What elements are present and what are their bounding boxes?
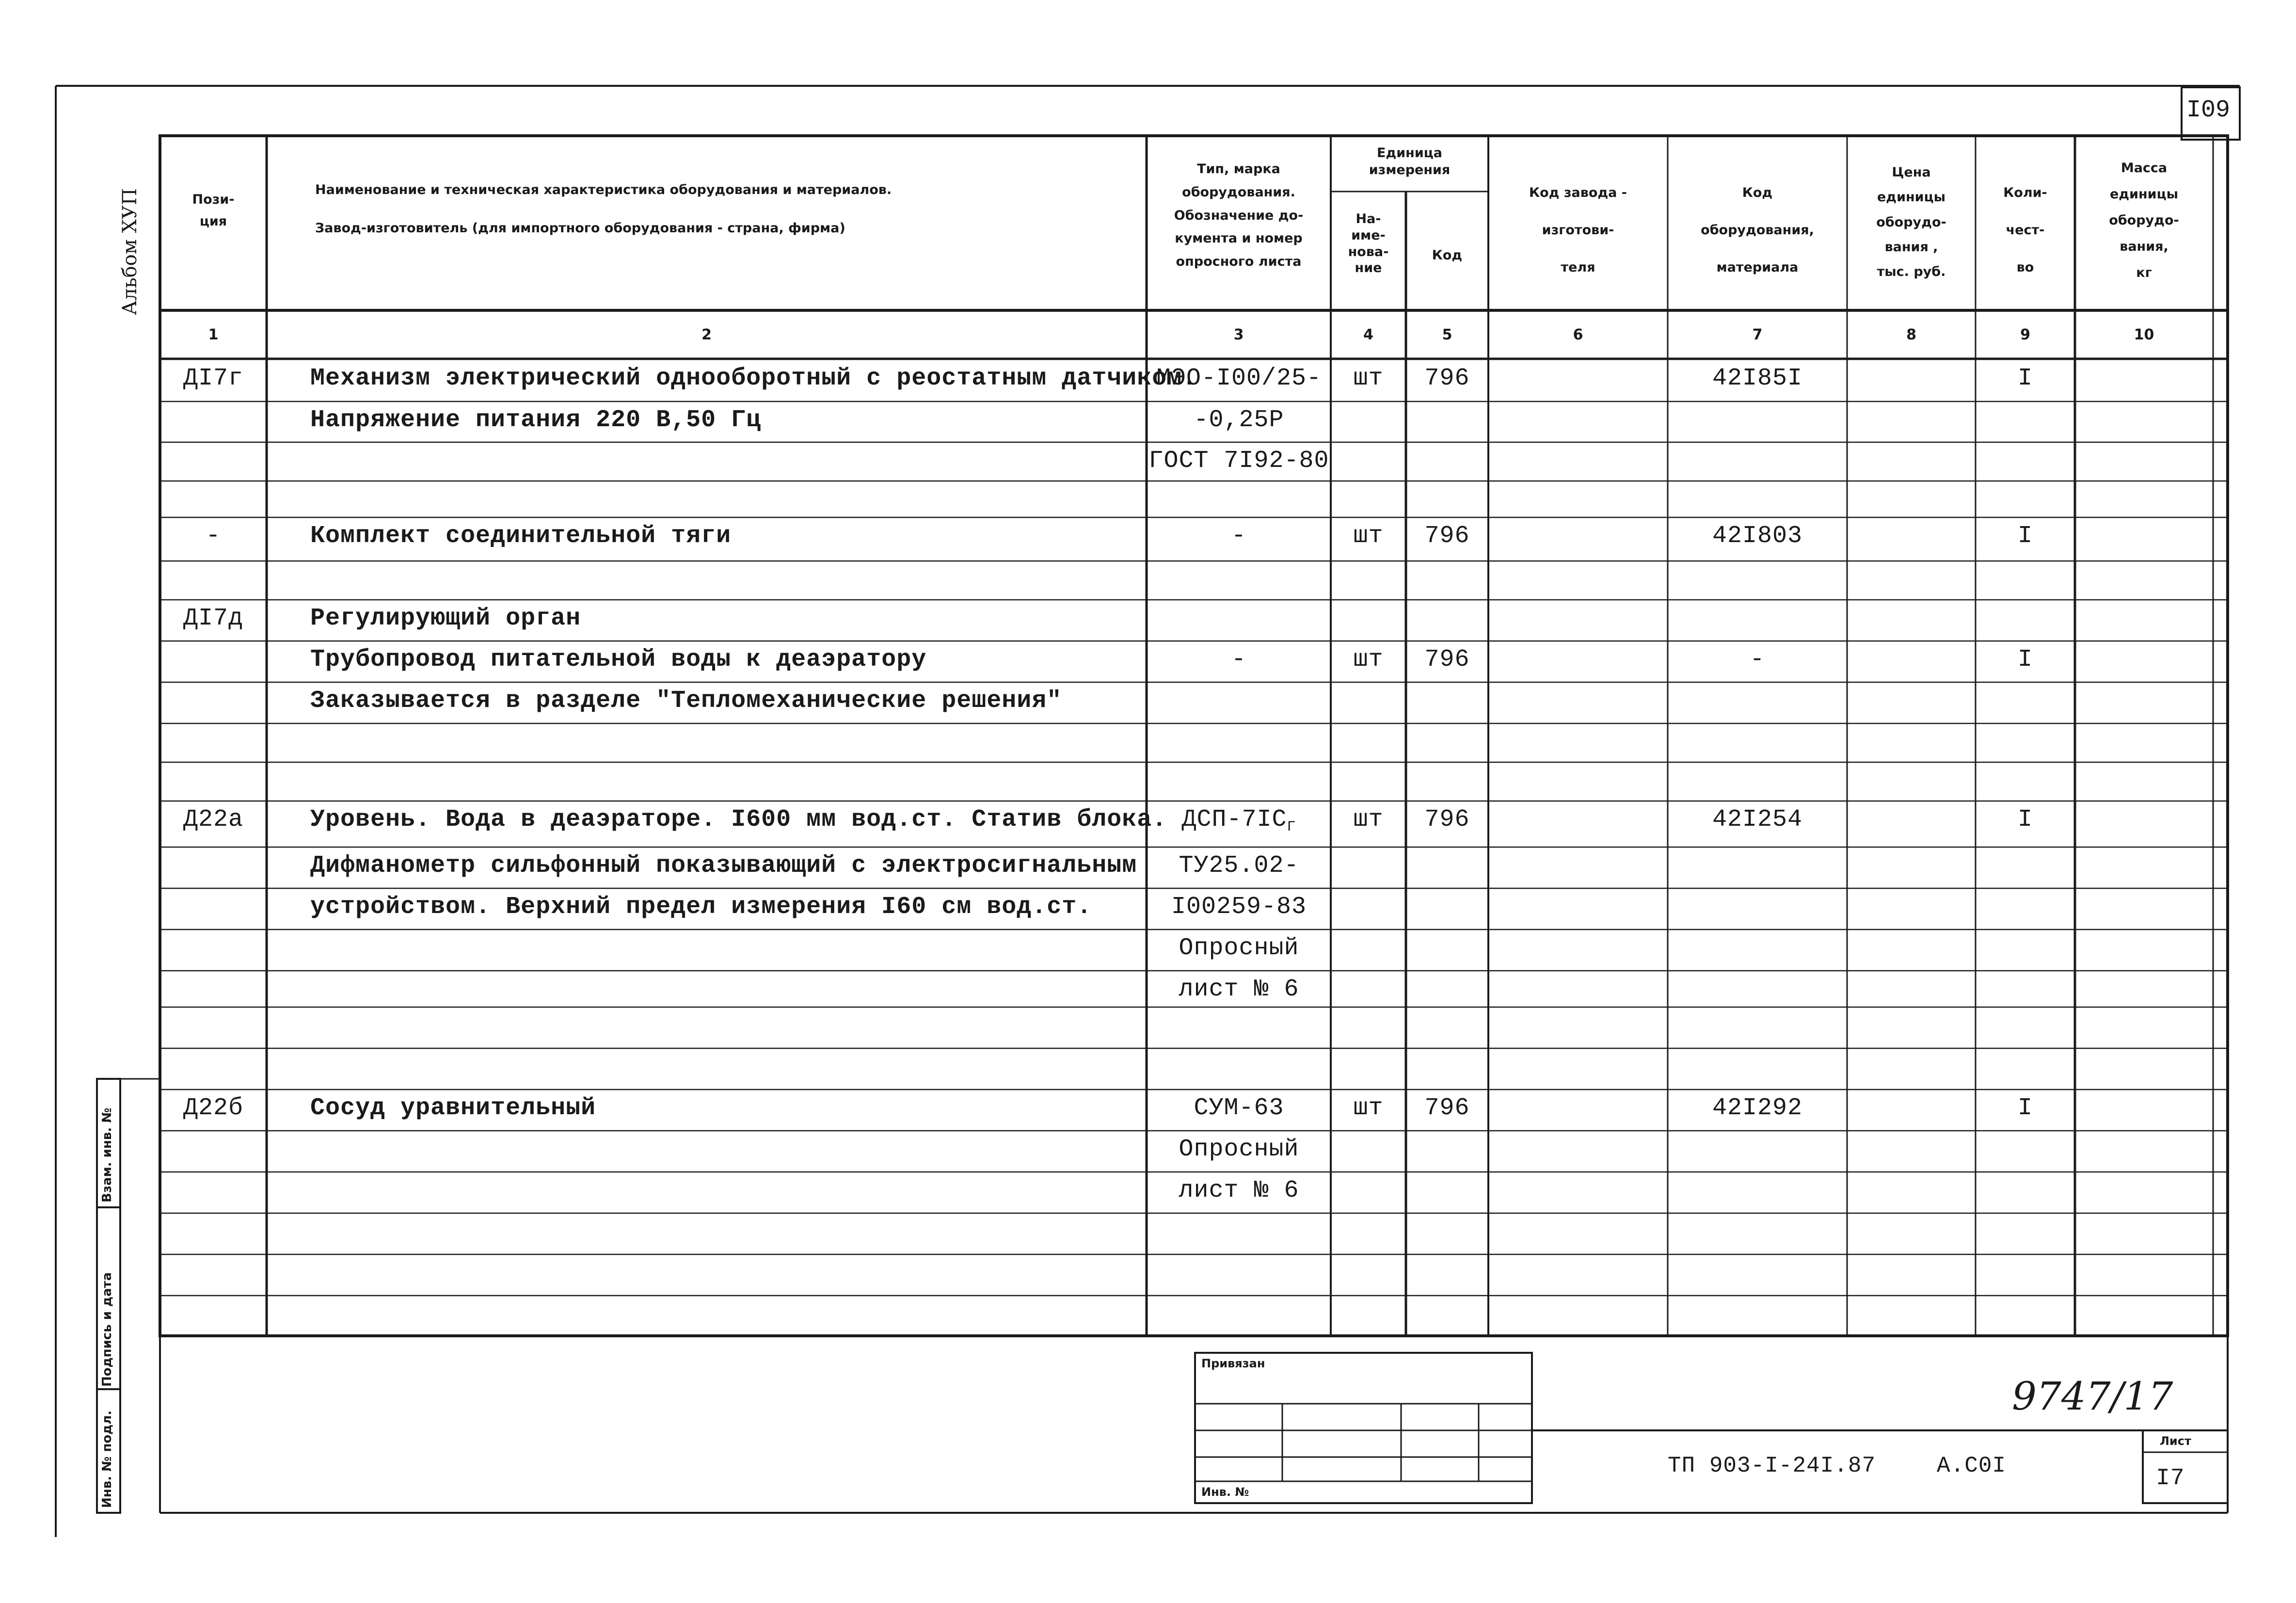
header-col2: Наименование и техническая характеристика оборудования и материалов. Завод-изготовитель (для импортного оборудования - страна, фирма) [315,182,892,236]
cell-equip-code: 42I292 [1712,1094,1803,1122]
header-col9: Коли- чест- во [2003,185,2047,275]
header-col8: Цена единицы оборудо- вания , тыс. руб. [1876,165,1946,280]
cell-type: лист № 6 [1179,1177,1299,1204]
cell-type: -0,25Р [1194,406,1284,434]
cell-qty: I [2017,522,2033,550]
cell-unit: шт [1353,1094,1384,1122]
cell-name: Заказывается в разделе "Тепломеханические решения" [310,687,1062,715]
cell-type: Опросный [1179,1136,1299,1163]
cell-pos: - [206,522,221,550]
header-col6: Код завода - изготови- теля [1529,185,1627,275]
cell-type: - [1231,522,1246,550]
cell-name: Сосуд уравнительный [310,1094,596,1122]
cell-code: 796 [1424,646,1470,673]
header-col1: Пози- ция [192,192,235,229]
stamp-inv-orig: Инв. № подл. [100,1410,114,1508]
header-col10: Масса единицы оборудо- вания, кг [2109,160,2179,280]
cell-pos: Д22а [183,806,244,834]
colnum-7: 7 [1752,326,1763,343]
cell-name: Уровень. Вода в деаэраторе. I600 мм вод.ст. Статив блока. [310,806,1167,834]
cell-type: I00259-83 [1171,893,1307,921]
cell-code: 796 [1424,365,1470,392]
sheet-label: Лист [2160,1434,2191,1448]
cell-name: устройством. Верхний предел измерения I60 см вод.ст. [310,893,1092,921]
colnum-6: 6 [1573,326,1583,343]
album-code: А.С0I [1937,1453,2007,1478]
colnum-2: 2 [702,326,712,343]
cell-equip-code: 42I803 [1712,522,1803,550]
cell-pos: Д22б [183,1094,244,1122]
handwritten-number: 9747/17 [2012,1374,2173,1419]
cell-type: ДСП-$7IС_Г$ [1181,806,1296,835]
cell-name: Трубопровод питательной воды к деаэратору [310,646,927,673]
cell-qty: I [2017,646,2033,673]
cell-name: Механизм электрический однооборотный с реостатным датчиком. [310,365,1197,392]
cell-code: 796 [1424,806,1470,834]
album-label: Альбом ХУП [119,188,141,315]
cell-type: ГОСТ 7I92-80 [1148,447,1329,475]
stamp-swap-inv: Взам. инв. № [100,1107,114,1202]
cell-qty: I [2017,365,2033,392]
header-col5: Код [1432,248,1463,263]
page-number: I09 [2186,96,2231,124]
header-unit-group: Единица измерения [1369,145,1451,178]
cell-type: - [1231,646,1246,673]
colnum-8: 8 [1906,326,1916,343]
cell-code: 796 [1424,522,1470,550]
cell-code: 796 [1424,1094,1470,1122]
cell-type: Опросный [1179,934,1299,962]
colnum-1: 1 [208,326,219,343]
cell-unit: шт [1353,806,1384,834]
colnum-5: 5 [1442,326,1452,343]
cell-pos: ДI7д [183,605,244,632]
cell-name: Комплект соединительной тяги [310,522,732,550]
cell-qty: I [2017,806,2033,834]
doc-code: ТП 903-I-24I.87 [1668,1453,1876,1478]
header-col4: На- име- нова- ние [1348,211,1389,276]
inv-label: Инв. № [1201,1485,1249,1499]
cell-unit: шт [1353,646,1384,673]
cell-unit: шт [1353,365,1384,392]
cell-unit: шт [1353,522,1384,550]
sheet-number: I7 [2156,1465,2185,1491]
cell-name: Регулирующий орган [310,605,581,632]
header-col7: Код оборудования, материала [1701,185,1814,275]
cell-equip-code: 42I85I [1712,365,1803,392]
cell-type: лист № 6 [1179,976,1299,1003]
cell-type: МЭО-I00/25- [1156,365,1322,392]
cell-equip-code: 42I254 [1712,806,1803,834]
cell-name: Дифманометр сильфонный показывающий с электросигнальным [310,852,1137,880]
cell-equip-code: - [1750,646,1765,673]
attached-label: Привязан [1201,1357,1265,1370]
header-col3: Тип, марка оборудования. Обозначение до- кумента и номер опросного листа [1174,161,1304,270]
colnum-4: 4 [1363,326,1373,343]
colnum-10: 10 [2134,326,2154,343]
cell-qty: I [2017,1094,2033,1122]
type-subscript: Г [1287,819,1296,835]
colnum-9: 9 [2020,326,2030,343]
cell-pos: ДI7г [183,365,244,392]
cell-type: СУМ-63 [1194,1094,1284,1122]
cell-type: ТУ25.02- [1179,852,1299,880]
stamp-sign-date: Подпись и дата [100,1272,114,1387]
colnum-3: 3 [1233,326,1244,343]
cell-name: Напряжение питания 220 В,50 Гц [310,406,762,434]
